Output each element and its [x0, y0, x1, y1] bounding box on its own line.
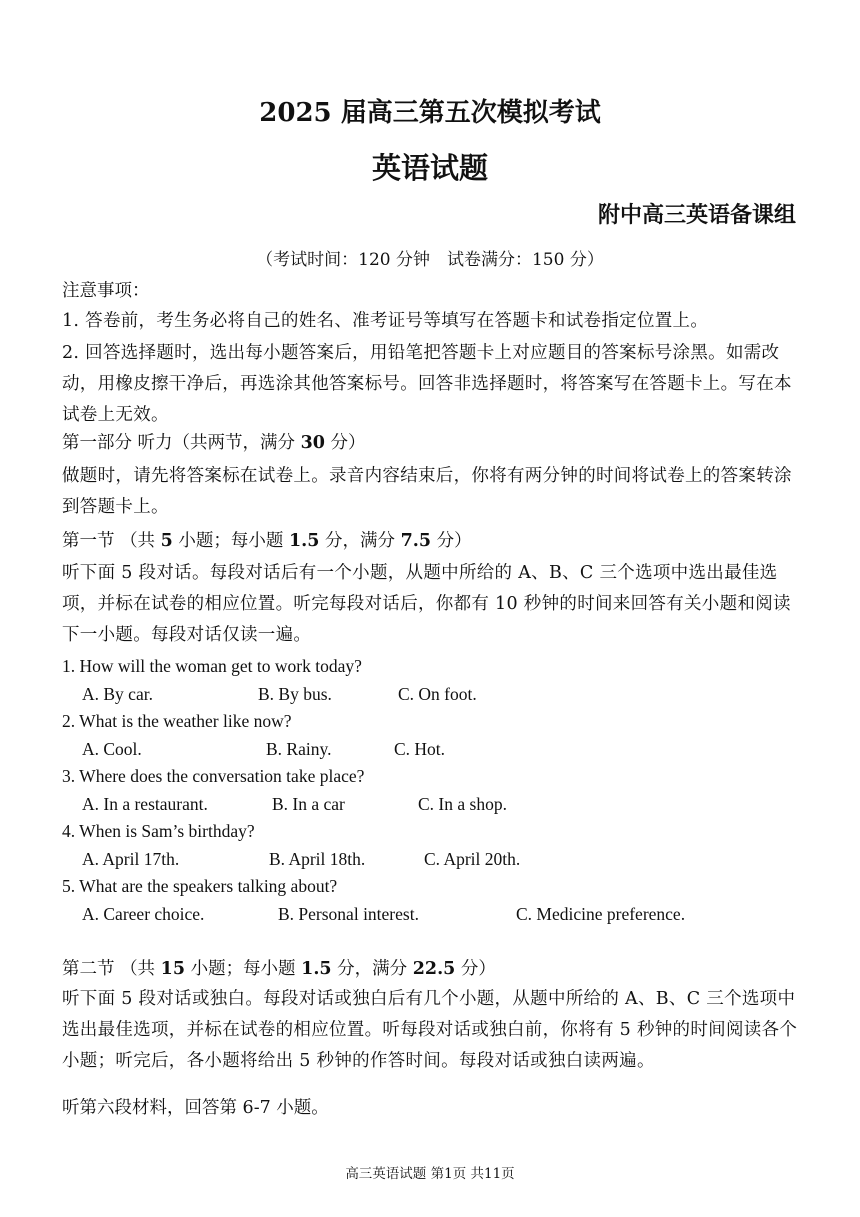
section1-heading-total: 7.5	[400, 531, 432, 551]
exam-meta: （考试时间：120 分钟 试卷满分：150 分）	[256, 250, 604, 270]
question-5-option-c: C. Medicine preference.	[516, 904, 686, 924]
section2-heading-each: 1.5	[301, 959, 332, 979]
question-1-option-b: B. By bus.	[258, 684, 332, 704]
section1-heading-a: 第一节 （共	[62, 531, 161, 551]
question-4: 4. When is Sam’s birthday?	[62, 821, 255, 841]
question-1-option-c: C. On foot.	[398, 684, 477, 704]
part1-heading-post: 分）	[324, 433, 366, 453]
section1-heading	[62, 526, 472, 556]
question-2-option-c: C. Hot.	[394, 739, 446, 759]
section1-heading-each: 1.5	[288, 531, 320, 551]
question-4-option-c: C. April 20th.	[424, 849, 521, 869]
page-footer: 高三英语试题 第1页 共11页	[345, 1166, 515, 1182]
question-5: 5. What are the speakers talking about?	[62, 876, 338, 896]
section1-heading-n: 5	[160, 531, 173, 551]
question-3-option-c: C. In a shop.	[418, 794, 507, 814]
question-5-option-b: B. Personal interest.	[278, 904, 419, 924]
question-4-option-a: A. April 17th.	[82, 849, 180, 869]
section2-material: 听第六段材料，回答第 6-7 小题。	[62, 1098, 329, 1118]
question-3-option-b: B. In a car	[272, 794, 345, 814]
section1-instruction: 听下面 5 段对话。每段对话后有一个小题，从题中所给的 A、B、C 三个选项中选出最佳选项，并标在试卷的相应位置。听完每段对话后，你都有 10 秒钟的时间来回答有关小题和阅读下一小题。每段对话仅读一遍。	[62, 563, 791, 645]
part1-heading-pre: 第一部分 听力（共两节，满分	[62, 433, 301, 453]
question-5-option-a: A. Career choice.	[82, 904, 205, 924]
section2-heading-n: 15	[160, 959, 185, 979]
section2-heading	[62, 954, 496, 984]
exam-title: 2025 届高三第五次模拟考试	[259, 98, 601, 128]
question-2-option-a: A. Cool.	[82, 739, 142, 759]
question-2: 2. What is the weather like now?	[62, 711, 292, 731]
section1-heading-c: 分，满分	[319, 531, 401, 551]
notice-item-2: 2. 回答选择题时，选出每小题答案后，用铅笔把答题卡上对应题目的答案标号涂黑。如需改动，用橡皮擦干净后，再选涂其他答案标号。回答非选择题时，将答案写在答题卡上。写在本试卷上无效。	[62, 343, 792, 425]
question-3: 3. Where does the conversation take place?	[62, 766, 365, 786]
notice-heading: 注意事项：	[62, 281, 150, 301]
author-group: 附中高三英语备课组	[597, 202, 796, 228]
section2-heading-total: 22.5	[412, 959, 456, 979]
question-1-option-a: A. By car.	[82, 684, 153, 704]
section1-heading-b: 小题；每小题	[172, 531, 289, 551]
section2-heading-a: 第二节 （共	[62, 959, 161, 979]
question-1: 1. How will the woman get to work today?	[62, 656, 362, 676]
section2-heading-b: 小题；每小题	[185, 959, 302, 979]
section1-heading-d: 分）	[431, 531, 472, 551]
notice-item-1: 1. 答卷前，考生务必将自己的姓名、准考证号等填写在答题卡和试卷指定位置上。	[62, 311, 709, 331]
part1-instruction: 做题时，请先将答案标在试卷上。录音内容结束后，你将有两分钟的时间将试卷上的答案转涂到答题卡上。	[62, 466, 792, 517]
part1-heading	[62, 428, 366, 458]
question-3-option-a: A. In a restaurant.	[82, 794, 208, 814]
question-2-option-b: B. Rainy.	[266, 739, 332, 759]
section2-heading-c: 分，满分	[331, 959, 413, 979]
question-4-option-b: B. April 18th.	[269, 849, 366, 869]
part1-heading-score: 30	[300, 433, 325, 453]
exam-subtitle: 英语试题	[371, 151, 488, 185]
section2-heading-d: 分）	[455, 959, 496, 979]
section2-instruction: 听下面 5 段对话或独白。每段对话或独白后有几个小题，从题中所给的 A、B、C 三个选项中选出最佳选项，并标在试卷的相应位置。听每段对话或独白前，你将有 5 秒钟的时间阅读各个小题；听完后，各小题将给出 5 秒钟的作答时间。每段对话或独白读两遍。	[62, 989, 798, 1071]
